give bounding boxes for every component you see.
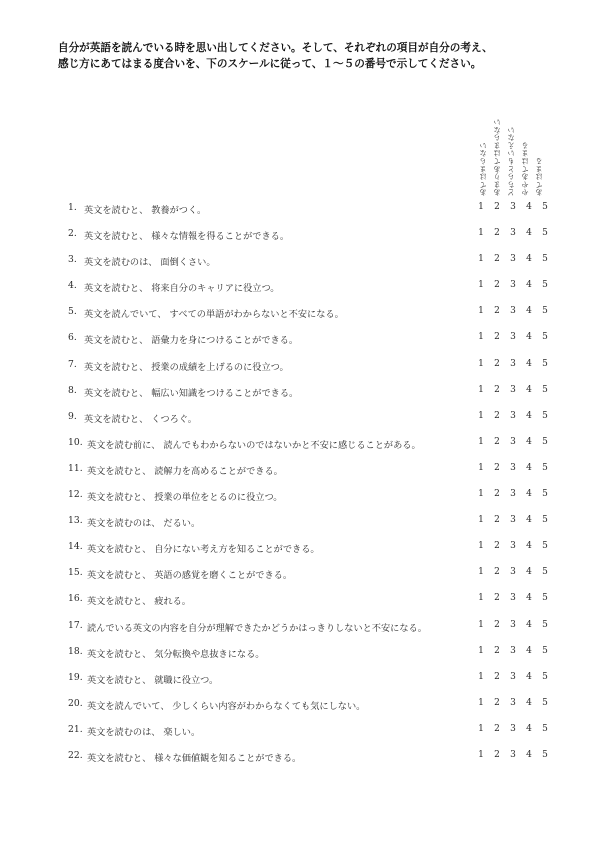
question-number: 18.: [68, 645, 83, 657]
rating-scale: [475, 515, 553, 529]
rating-scale: [475, 672, 553, 686]
rating-option-4[interactable]: 4: [526, 515, 532, 526]
question-text: 英文を読むと、 様々な価値観を知ることができる。: [87, 752, 302, 764]
question-item: [68, 483, 568, 509]
rating-scale: [475, 359, 553, 373]
rating-option-3[interactable]: 3: [510, 462, 516, 473]
rating-option-2[interactable]: 2: [494, 567, 500, 578]
question-number: 16.: [68, 593, 83, 605]
rating-option-3[interactable]: 3: [510, 202, 516, 212]
rating-scale: [475, 254, 553, 268]
rating-option-4[interactable]: 4: [526, 671, 532, 682]
question-item: [68, 692, 568, 718]
rating-option-3[interactable]: 3: [510, 645, 516, 656]
question-item: [68, 379, 568, 405]
rating-option-2[interactable]: 2: [494, 593, 500, 604]
question-number: 19.: [68, 671, 83, 683]
question-text: 英文を読むのは、 だるい。: [87, 518, 201, 530]
rating-option-2[interactable]: 2: [494, 671, 500, 682]
rating-option-2[interactable]: 2: [494, 306, 500, 317]
question-item: [68, 431, 568, 457]
rating-option-1[interactable]: 1: [478, 749, 484, 760]
question-item: [68, 457, 568, 483]
rating-option-5[interactable]: 5: [542, 671, 548, 682]
rating-option-2[interactable]: 2: [494, 254, 500, 265]
question-text: 英文を読む前に、 読んでもわからないのではないかと不安に感じることがある。: [87, 439, 421, 451]
rating-option-3[interactable]: 3: [510, 358, 516, 369]
question-text: 英文を読むと、 疲れる。: [87, 596, 191, 608]
scale-header-2: あまりあてはまらない: [492, 118, 501, 196]
question-text: 英文を読むと、 英語の感覚を磨くことができる。: [87, 570, 293, 582]
question-item: [68, 405, 568, 431]
question-item: [68, 248, 568, 274]
question-item: [68, 666, 568, 692]
question-item: [68, 196, 568, 222]
question-text: 英文を読んでいて、 少しくらい内容がわからなくても気にしない。: [87, 700, 366, 712]
rating-option-1[interactable]: 1: [478, 489, 484, 500]
rating-option-5[interactable]: 5: [542, 515, 548, 526]
rating-scale: [475, 385, 553, 399]
rating-option-4[interactable]: 4: [526, 541, 532, 552]
rating-option-5[interactable]: 5: [542, 280, 548, 291]
rating-option-3[interactable]: 3: [510, 489, 516, 500]
question-number: 21.: [68, 723, 83, 735]
rating-option-2[interactable]: 2: [494, 410, 500, 421]
rating-option-1[interactable]: 1: [478, 462, 484, 473]
rating-option-4[interactable]: 4: [526, 619, 532, 630]
rating-option-5[interactable]: 5: [542, 567, 548, 578]
question-number: 1.: [68, 202, 77, 213]
rating-option-1[interactable]: 1: [478, 254, 484, 265]
question-item: [68, 744, 568, 770]
rating-option-1[interactable]: 1: [478, 541, 484, 552]
scale-headers: [477, 108, 547, 196]
scale-header-1: あてはまらない: [478, 141, 487, 196]
rating-option-3[interactable]: 3: [510, 332, 516, 343]
rating-option-4[interactable]: 4: [526, 358, 532, 369]
question-number: 17.: [68, 619, 83, 631]
rating-option-4[interactable]: 4: [526, 462, 532, 473]
question-text: 英文を読むと、 読解力を高めることができる。: [87, 465, 283, 477]
rating-scale: [475, 646, 553, 660]
rating-option-2[interactable]: 2: [494, 462, 500, 473]
question-text: 英文を読むと、 将来自分のキャリアに役立つ。: [84, 283, 280, 295]
rating-option-5[interactable]: 5: [542, 619, 548, 630]
question-number: 4.: [68, 280, 77, 292]
rating-scale: [475, 698, 553, 712]
rating-option-2[interactable]: 2: [494, 436, 500, 447]
rating-option-5[interactable]: 5: [542, 645, 548, 656]
rating-scale: [475, 332, 553, 346]
question-number: 5.: [68, 306, 77, 318]
question-text: 英文を読むと、 教養がつく。: [84, 205, 207, 216]
rating-option-5[interactable]: 5: [542, 723, 548, 734]
question-number: 14.: [68, 541, 83, 553]
scale-header-5: あてはまる: [534, 157, 543, 196]
question-item: [68, 274, 568, 300]
rating-scale: [475, 280, 553, 294]
question-item: [68, 561, 568, 587]
question-number: 12.: [68, 489, 83, 501]
rating-option-1[interactable]: 1: [478, 410, 484, 421]
rating-option-3[interactable]: 3: [510, 436, 516, 447]
rating-option-5[interactable]: 5: [542, 541, 548, 552]
question-number: 3.: [68, 254, 77, 266]
rating-option-3[interactable]: 3: [510, 593, 516, 604]
rating-option-2[interactable]: 2: [494, 384, 500, 395]
rating-option-3[interactable]: 3: [510, 410, 516, 421]
question-text: 英文を読むと、 授業の成績を上げるのに役立つ。: [84, 361, 289, 373]
rating-option-2[interactable]: 2: [494, 358, 500, 369]
question-text: 英文を読むのは、 面倒くさい。: [84, 257, 216, 269]
rating-option-5[interactable]: 5: [542, 384, 548, 395]
rating-scale: [475, 228, 553, 242]
rating-scale: [475, 567, 553, 581]
rating-option-2[interactable]: 2: [494, 228, 500, 239]
rating-option-2[interactable]: 2: [494, 332, 500, 343]
rating-option-4[interactable]: 4: [526, 489, 532, 500]
rating-option-2[interactable]: 2: [494, 515, 500, 526]
rating-option-5[interactable]: 5: [542, 306, 548, 317]
rating-scale: [475, 750, 553, 764]
question-text: 英文を読むと、 授業の単位をとるのに役立つ。: [87, 492, 283, 504]
rating-option-3[interactable]: 3: [510, 306, 516, 317]
question-item: [68, 535, 568, 561]
rating-option-3[interactable]: 3: [510, 619, 516, 630]
rating-option-1[interactable]: 1: [478, 697, 484, 708]
rating-option-5[interactable]: 5: [542, 697, 548, 708]
question-number: 9.: [68, 410, 77, 422]
rating-option-5[interactable]: 5: [542, 462, 548, 473]
rating-option-4[interactable]: 4: [526, 593, 532, 604]
question-text: 英文を読むと、 気分転換や息抜きになる。: [87, 648, 265, 660]
rating-option-4[interactable]: 4: [526, 384, 532, 395]
instruction-line-2: 感じ方にあてはまる度合いを、下のスケールに従って、１～５の番号で示してください。: [58, 58, 482, 70]
rating-option-3[interactable]: 3: [510, 671, 516, 682]
scale-header-3: どちらともいえない: [506, 125, 515, 196]
rating-option-1[interactable]: 1: [478, 645, 484, 656]
rating-option-4[interactable]: 4: [526, 410, 532, 421]
rating-option-1[interactable]: 1: [478, 332, 484, 343]
question-item: [68, 222, 568, 248]
question-text: 英文を読むと、 幅広い知識をつけることができる。: [84, 387, 299, 399]
question-number: 10.: [68, 436, 83, 448]
instructions: [58, 40, 558, 72]
rating-option-2[interactable]: 2: [494, 697, 500, 708]
rating-scale: [475, 541, 553, 555]
rating-scale: [475, 437, 553, 451]
rating-option-4[interactable]: 4: [526, 645, 532, 656]
rating-option-2[interactable]: 2: [494, 645, 500, 656]
question-text: 読んでいる英文の内容を自分が理解できたかどうかはっきりしないと不安になる。: [87, 622, 427, 634]
rating-option-4[interactable]: 4: [526, 436, 532, 447]
rating-option-4[interactable]: 4: [526, 306, 532, 317]
question-item: [68, 300, 568, 326]
rating-option-2[interactable]: 2: [494, 749, 500, 760]
rating-option-2[interactable]: 2: [494, 202, 500, 212]
question-text: 英文を読むと、 就職に役立つ。: [87, 674, 219, 686]
rating-option-5[interactable]: 5: [542, 254, 548, 265]
question-text: 英文を読んでいて、 すべての単語がわからないと不安になる。: [84, 309, 344, 321]
rating-option-4[interactable]: 4: [526, 749, 532, 760]
rating-option-3[interactable]: 3: [510, 749, 516, 760]
rating-scale: [475, 411, 553, 425]
question-item: [68, 509, 568, 535]
question-item: [68, 353, 568, 379]
rating-option-1[interactable]: 1: [478, 280, 484, 291]
rating-scale: [475, 463, 553, 477]
rating-option-1[interactable]: 1: [478, 384, 484, 395]
question-item: [68, 326, 568, 352]
rating-scale: [475, 620, 553, 634]
rating-option-2[interactable]: 2: [494, 619, 500, 630]
question-text: 英文を読むと、 様々な情報を得ることができる。: [84, 231, 290, 243]
rating-scale: [475, 724, 553, 738]
question-list: [68, 196, 568, 770]
rating-option-1[interactable]: 1: [478, 358, 484, 369]
rating-scale: [475, 202, 553, 216]
question-text: 英文を読むと、 語彙力を身につけることができる。: [84, 335, 299, 347]
rating-option-4[interactable]: 4: [526, 332, 532, 343]
question-number: 22.: [68, 749, 83, 761]
rating-option-1[interactable]: 1: [478, 306, 484, 317]
rating-option-2[interactable]: 2: [494, 489, 500, 500]
question-item: [68, 587, 568, 613]
rating-option-2[interactable]: 2: [494, 723, 500, 734]
question-item: [68, 614, 568, 640]
question-number: 6.: [68, 332, 77, 344]
rating-option-5[interactable]: 5: [542, 358, 548, 369]
question-number: 13.: [68, 515, 83, 527]
question-text: 英文を読むのは、 楽しい。: [87, 726, 201, 738]
rating-scale: [475, 489, 553, 503]
question-number: 8.: [68, 384, 77, 396]
rating-option-4[interactable]: 4: [526, 202, 532, 212]
rating-option-5[interactable]: 5: [542, 202, 548, 212]
question-number: 2.: [68, 228, 77, 240]
rating-option-4[interactable]: 4: [526, 228, 532, 239]
rating-option-1[interactable]: 1: [478, 593, 484, 604]
question-item: [68, 718, 568, 744]
rating-option-3[interactable]: 3: [510, 541, 516, 552]
rating-option-1[interactable]: 1: [478, 619, 484, 630]
instruction-line-1: 自分が英語を読んでいる時を思い出してください。そして、それぞれの項目が自分の考え、: [58, 42, 493, 54]
rating-option-5[interactable]: 5: [542, 436, 548, 447]
rating-option-3[interactable]: 3: [510, 567, 516, 578]
rating-option-5[interactable]: 5: [542, 593, 548, 604]
rating-option-3[interactable]: 3: [510, 280, 516, 291]
rating-option-5[interactable]: 5: [542, 489, 548, 500]
rating-option-1[interactable]: 1: [478, 671, 484, 682]
question-text: 英文を読むと、 くつろぐ。: [84, 413, 197, 425]
rating-option-4[interactable]: 4: [526, 254, 532, 265]
rating-option-3[interactable]: 3: [510, 723, 516, 734]
rating-option-1[interactable]: 1: [478, 515, 484, 526]
rating-option-1[interactable]: 1: [478, 723, 484, 734]
rating-option-5[interactable]: 5: [542, 749, 548, 760]
rating-scale: [475, 593, 553, 607]
rating-option-2[interactable]: 2: [494, 280, 500, 291]
rating-option-4[interactable]: 4: [526, 723, 532, 734]
rating-option-3[interactable]: 3: [510, 384, 516, 395]
question-number: 15.: [68, 567, 83, 579]
rating-option-1[interactable]: 1: [478, 567, 484, 578]
rating-option-2[interactable]: 2: [494, 541, 500, 552]
rating-option-1[interactable]: 1: [478, 436, 484, 447]
rating-option-3[interactable]: 3: [510, 697, 516, 708]
question-text: 英文を読むと、 自分にない考え方を知ることができる。: [87, 544, 320, 556]
rating-scale: [475, 306, 553, 320]
rating-option-5[interactable]: 5: [542, 332, 548, 343]
question-number: 7.: [68, 358, 77, 370]
question-item: [68, 640, 568, 666]
rating-option-1[interactable]: 1: [478, 202, 484, 212]
scale-header-4: ややあてはまる: [520, 141, 529, 196]
rating-option-3[interactable]: 3: [510, 254, 516, 265]
rating-option-3[interactable]: 3: [510, 228, 516, 239]
question-number: 11.: [68, 462, 83, 474]
rating-option-5[interactable]: 5: [542, 228, 548, 239]
rating-option-4[interactable]: 4: [526, 567, 532, 578]
rating-option-1[interactable]: 1: [478, 228, 484, 239]
question-number: 20.: [68, 697, 83, 709]
rating-option-5[interactable]: 5: [542, 410, 548, 421]
rating-option-4[interactable]: 4: [526, 280, 532, 291]
rating-option-4[interactable]: 4: [526, 697, 532, 708]
rating-option-3[interactable]: 3: [510, 515, 516, 526]
